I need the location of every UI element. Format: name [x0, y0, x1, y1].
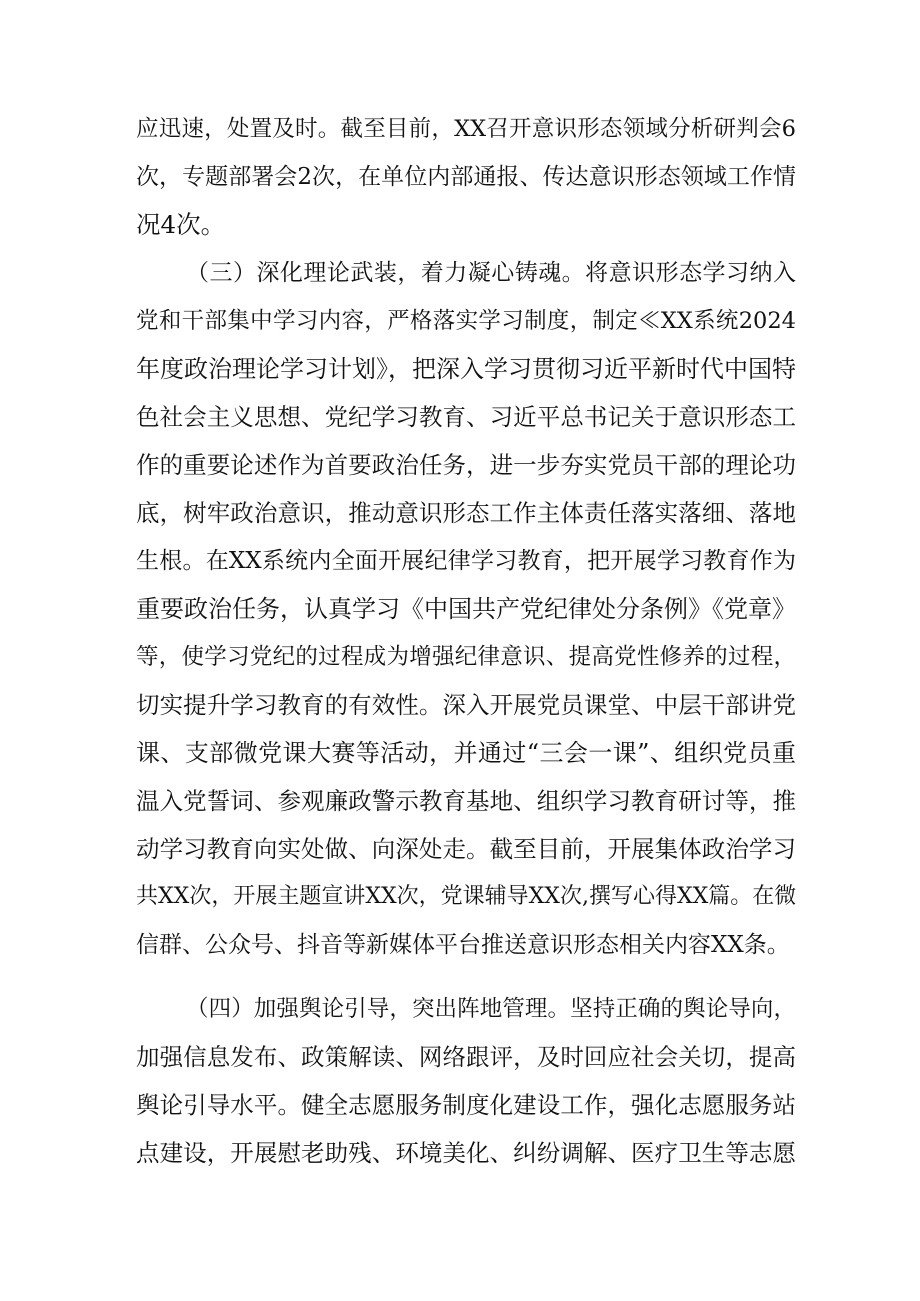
p2-line-14: 共XX次，开展主题宣讲XX次，党课辅导XX次,撰写心得XX篇。在微 [136, 884, 796, 909]
p2-line-6: 底，树牢政治意识，推动意识形态工作主体责任落实落细、落地 [136, 499, 796, 527]
p2-line-12: 温入党誓词、参观廉政警示教育基地、组织学习教育研讨等，推 [136, 787, 796, 815]
p2-line-1: （三）深化理论武装，着力凝心铸魂。将意识形态学习纳入 [186, 260, 796, 286]
p2-line-9: 等，使学习党纪的过程成为增强纪律意识、提高党性修养的过程， [136, 644, 796, 670]
p2-line-4: 色社会主义思想、党纪学习教育、习近平总书记关于意识形态工 [136, 403, 796, 431]
p2-line-15: 信群、公众号、抖音等新媒体平台推送意识形态相关内容XX条。 [136, 932, 790, 958]
p2-line-2: 党和干部集中学习内容，严格落实学习制度，制定≪XX系统2024 [136, 308, 796, 334]
p3-line-2: 加强信息发布、政策解读、网络跟评，及时回应社会关切，提高 [136, 1043, 796, 1071]
p2-line-10: 切实提升学习教育的有效性。深入开展党员课堂、中层干部讲党 [136, 691, 796, 719]
p1-line-3: 况4次。 [136, 210, 226, 239]
p3-line-3: 舆论引导水平。健全志愿服务制度化建设工作，强化志愿服务站 [136, 1091, 796, 1119]
p1-line-1: 应迅速，处置及时。截至目前，XX召开意识形态领域分析研判会6 [136, 116, 796, 142]
p2-line-3: 年度政治理论学习计划》，把深入学习贯彻习近平新时代中国特 [136, 355, 796, 383]
p1-line-2: 次，专题部署会2次，在单位内部通报、传达意识形态领域工作情 [136, 164, 796, 190]
p3-line-1: （四）加强舆论引导，突出阵地管理。坚持正确的舆论导向， [186, 996, 796, 1022]
p3-line-4: 点建设，开展慰老助残、环境美化、纠纷调解、医疗卫生等志愿 [136, 1139, 796, 1167]
p2-line-11: 课、支部微党课大赛等活动，并通过“三会一课”、组织党员重 [136, 739, 796, 767]
p2-line-7: 生根。在XX系统内全面开展纪律学习教育，把开展学习教育作为 [136, 548, 796, 574]
p2-line-5: 作的重要论述作为首要政治任务，进一步夯实党员干部的理论功 [136, 451, 796, 479]
p2-line-8: 重要政治任务，认真学习《中国共产党纪律处分条例》《党章》 [136, 595, 796, 623]
p2-line-13: 动学习教育向实处做、向深处走。截至目前，开展集体政治学习 [136, 835, 796, 863]
